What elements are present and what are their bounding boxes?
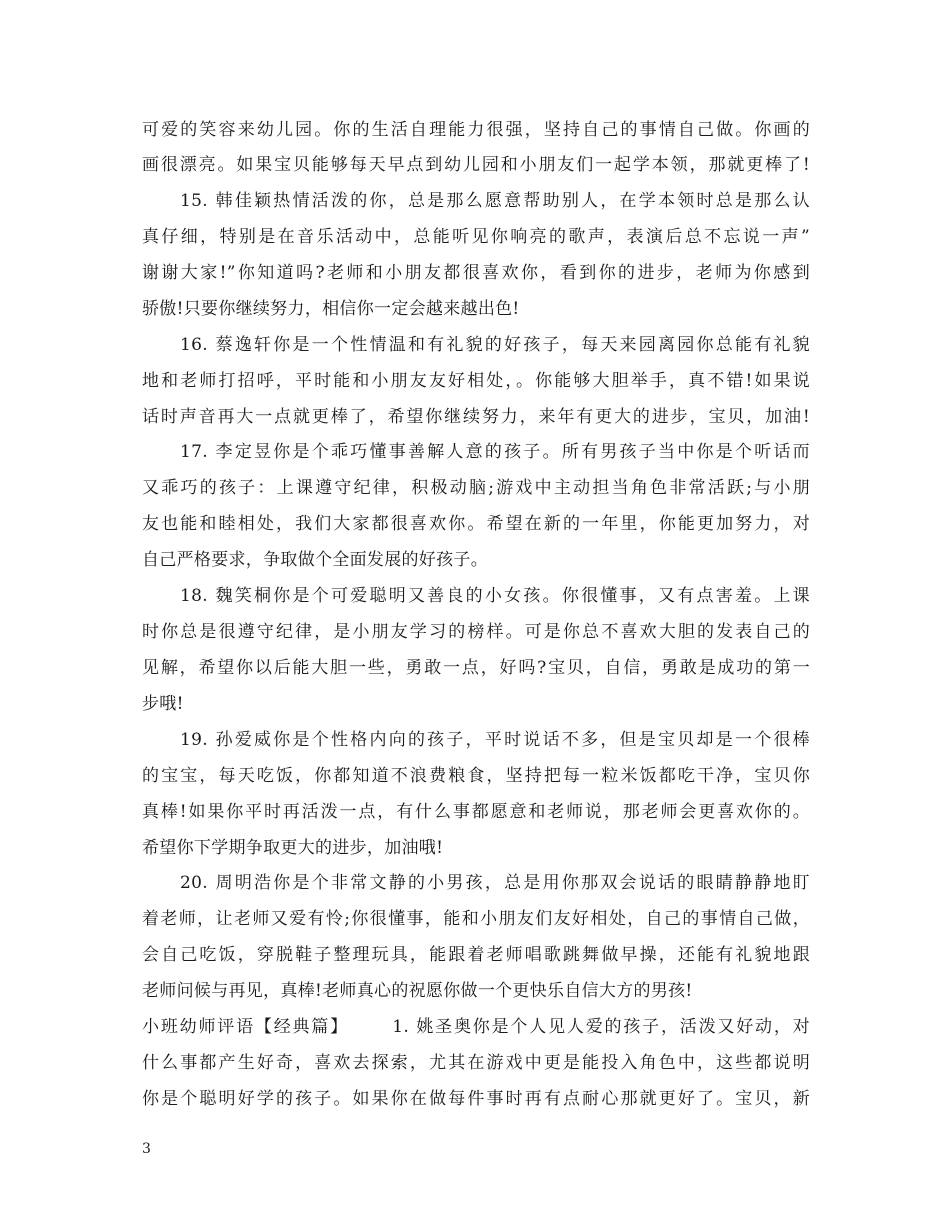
text-line: 骄傲!只要你继续努力，相信你一定会越来越出色! <box>142 299 520 319</box>
text-line: 的宝宝，每天吃饭，你都知道不浪费粮食，坚持把每一粒米饭都吃干净，宝贝你 <box>142 766 810 786</box>
section-heading-line: 小班幼师评语【经典篇】 1. 姚圣奥你是个人见人爱的孩子，活泼又好动，对 <box>142 1017 810 1037</box>
text-line: 会自己吃饭，穿脱鞋子整理玩具，能跟着老师唱歌跳舞做早操，还能有礼貌地跟 <box>142 945 810 965</box>
text-line: 地和老师打招呼，平时能和小朋友友好相处，。你能够大胆举手，真不错!如果说 <box>142 371 810 391</box>
paragraph-20-start: 20. 周明浩你是个非常文静的小男孩，总是用你那双会说话的眼睛静静地盯 <box>180 873 810 893</box>
text-line: 时你总是很遵守纪律，是小朋友学习的榜样。可是你总不喜欢大胆的发表自己的 <box>142 622 810 642</box>
paragraph-19-start: 19. 孙爱威你是个性格内向的孩子，平时说话不多，但是宝贝却是一个很棒 <box>180 730 810 750</box>
text-line: 你是个聪明好学的孩子。如果你在做每件事时再有点耐心那就更好了。宝贝，新 <box>142 1089 810 1109</box>
text-line: 又乖巧的孩子：上课遵守纪律，积极动脑;游戏中主动担当角色非常活跃;与小朋 <box>142 478 810 498</box>
text-line: 话时声音再大一点就更棒了，希望你继续努力，来年有更大的进步，宝贝，加油! <box>142 407 810 427</box>
text-line: 自己严格要求，争取做个全面发展的好孩子。 <box>142 550 488 570</box>
text-line: 步哦! <box>142 694 184 714</box>
text-line: 友也能和睦相处，我们大家都很喜欢你。希望在新的一年里，你能更加努力，对 <box>142 514 810 534</box>
text-line: 老师问候与再见，真棒!老师真心的祝愿你做一个更快乐自信大方的男孩! <box>142 981 693 1001</box>
paragraph-18-start: 18. 魏笑桐你是个可爱聪明又善良的小女孩。你很懂事，又有点害羞。上课 <box>180 586 810 606</box>
text-line: 真棒!如果你平时再活泼一点，有什么事都愿意和老师说，那老师会更喜欢你的。 <box>142 802 810 822</box>
text-line: 什么事都产生好奇，喜欢去探索，尤其在游戏中更是能投入角色中，这些都说明 <box>142 1053 810 1073</box>
text-line: 希望你下学期争取更大的进步，加油哦! <box>142 838 444 858</box>
text-line: 画很漂亮。如果宝贝能够每天早点到幼儿园和小朋友们一起学本领，那就更棒了! <box>142 155 810 175</box>
text-line: 可爱的笑容来幼儿园。你的生活自理能力很强，坚持自己的事情自己做。你画的 <box>142 120 810 140</box>
text-line: 真仔细，特别是在音乐活动中，总能听见你响亮的歌声，表演后总不忘说一声” <box>142 227 810 247</box>
paragraph-16-start: 16. 蔡逸轩你是一个性情温和有礼貌的好孩子，每天来园离园你总能有礼貌 <box>180 335 810 355</box>
text-line: 着老师，让老师又爱有怜;你很懂事，能和小朋友们友好相处，自己的事情自己做， <box>142 909 810 929</box>
paragraph-17-start: 17. 李定昱你是个乖巧懂事善解人意的孩子。所有男孩子当中你是个听话而 <box>180 442 810 462</box>
text-line: 谢谢大家!”你知道吗?老师和小朋友都很喜欢你，看到你的进步，老师为你感到 <box>142 263 810 283</box>
page-number: 3 <box>142 1141 151 1157</box>
text-line: 见解，希望你以后能大胆一些，勇敢一点，好吗?宝贝，自信，勇敢是成功的第一 <box>142 658 810 678</box>
paragraph-15-start: 15. 韩佳颖热情活泼的你，总是那么愿意帮助别人，在学本领时总是那么认 <box>180 191 810 211</box>
